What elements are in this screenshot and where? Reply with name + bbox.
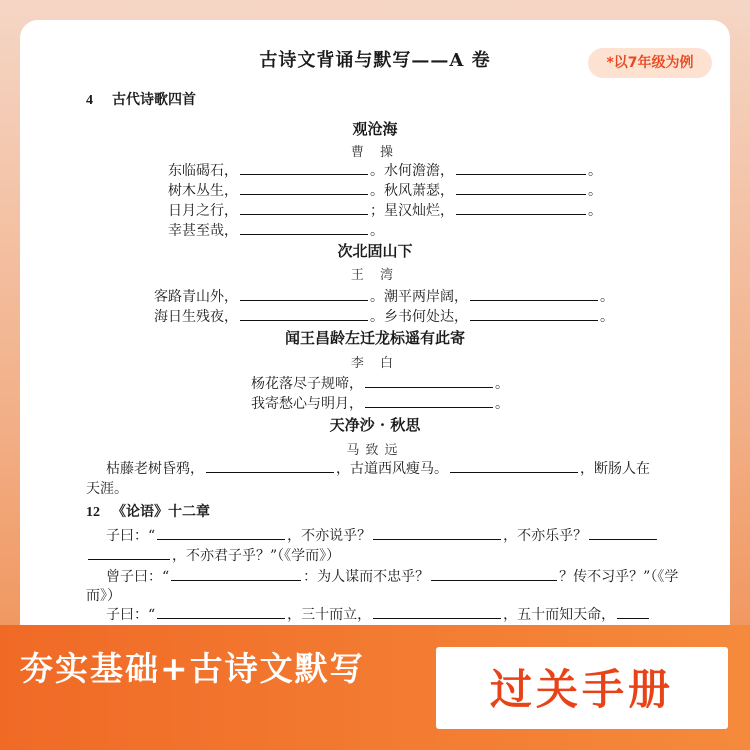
answer-blank[interactable] <box>206 461 334 473</box>
answer-blank[interactable] <box>240 183 368 195</box>
poem-line <box>154 286 614 306</box>
poem-line <box>86 478 128 498</box>
punctuation: 。 <box>588 163 602 179</box>
verse-prompt: ，不亦乐乎？ <box>503 528 588 544</box>
verse-prompt: ：为人谋而不忠乎？ <box>303 569 430 585</box>
verse-prompt: 曾子曰：“ <box>106 569 170 585</box>
poem-line <box>168 160 602 180</box>
poem-author: 曹 操 <box>350 145 400 160</box>
verse-prompt: ？传不习乎？”（《学 <box>559 569 679 585</box>
poem-author: 李 白 <box>350 356 400 371</box>
poem-line <box>168 200 602 220</box>
section-number: 12 <box>86 505 100 520</box>
verse-prompt: 枯藤老树昏鸦， <box>106 461 204 477</box>
answer-blank[interactable] <box>617 607 649 619</box>
section-title: 古代诗歌四首 <box>112 92 196 108</box>
verse-prompt: 。潮平两岸阔， <box>370 289 468 305</box>
punctuation: 。 <box>600 289 614 305</box>
analects-line <box>86 545 340 565</box>
answer-blank[interactable] <box>456 163 586 175</box>
poem-line <box>251 373 509 393</box>
answer-blank[interactable] <box>456 203 586 215</box>
verse-prompt: ；星汉灿烂， <box>370 203 454 219</box>
section-title: 《论语》十二章 <box>112 504 210 520</box>
poem-author: 王 湾 <box>350 268 400 283</box>
poem-title: 天净沙 · 秋思 <box>329 416 421 434</box>
verse-prompt: 天涯。 <box>86 481 128 497</box>
analects-line <box>86 585 121 605</box>
verse-prompt: ，断肠人在 <box>580 461 650 477</box>
punctuation: 。 <box>495 376 509 392</box>
answer-blank[interactable] <box>171 569 301 581</box>
answer-blank[interactable] <box>365 396 493 408</box>
verse-prompt: 子曰：“ <box>106 528 156 544</box>
answer-blank[interactable] <box>589 528 657 540</box>
answer-blank[interactable] <box>470 289 598 301</box>
poem-line <box>251 393 509 413</box>
section-number: 4 <box>86 93 93 108</box>
answer-blank[interactable] <box>373 607 501 619</box>
banner-slogan: 夯实基础+古诗文默写 <box>20 649 365 688</box>
punctuation: 。 <box>495 396 509 412</box>
verse-prompt: ，古道西风瘦马。 <box>336 461 448 477</box>
page-title: 古诗文背诵与默写——A 卷 <box>259 50 491 71</box>
answer-blank[interactable] <box>157 528 285 540</box>
verse-prompt: 。乡书何处达， <box>370 309 468 325</box>
answer-blank[interactable] <box>373 528 501 540</box>
analects-line <box>106 604 651 624</box>
answer-blank[interactable] <box>240 223 368 235</box>
poem-title: 闻王昌龄左迁龙标遥有此寄 <box>284 329 465 347</box>
answer-blank[interactable] <box>240 309 368 321</box>
verse-prompt: 子曰：“ <box>106 607 156 623</box>
verse-prompt: ，五十而知天命， <box>503 607 616 623</box>
analects-line <box>106 525 659 545</box>
answer-blank[interactable] <box>450 461 578 473</box>
verse-prompt: 客路青山外， <box>154 289 238 305</box>
poem-line <box>168 220 384 240</box>
poem-line <box>168 180 602 200</box>
answer-blank[interactable] <box>88 548 170 560</box>
verse-prompt: 树木丛生， <box>168 183 238 199</box>
answer-blank[interactable] <box>456 183 586 195</box>
poem-title: 观沧海 <box>352 120 398 138</box>
punctuation: 。 <box>600 309 614 325</box>
verse-prompt: ，不亦说乎？ <box>287 528 372 544</box>
banner-product-name: 过关手册 <box>489 665 674 714</box>
grade-example-badge: *以7年级为例 <box>588 48 712 78</box>
verse-prompt: 我寄愁心与明月， <box>251 396 363 412</box>
verse-prompt: 。水何澹澹， <box>370 163 454 179</box>
answer-blank[interactable] <box>240 163 368 175</box>
answer-blank[interactable] <box>157 607 285 619</box>
punctuation: 。 <box>588 203 602 219</box>
answer-blank[interactable] <box>240 203 368 215</box>
answer-blank[interactable] <box>470 309 598 321</box>
verse-prompt: ，不亦君子乎？”（《学而》） <box>172 548 341 564</box>
verse-prompt: 幸甚至哉， <box>168 223 238 239</box>
verse-prompt: ，三十而立， <box>287 607 372 623</box>
analects-line <box>106 566 678 586</box>
answer-blank[interactable] <box>431 569 557 581</box>
poem-author: 马致远 <box>346 443 404 458</box>
verse-prompt: 而》） <box>86 588 121 604</box>
section-heading <box>86 89 196 109</box>
poem-title: 次北固山下 <box>337 242 413 260</box>
poem-line <box>106 458 650 478</box>
verse-prompt: 日月之行， <box>168 203 238 219</box>
answer-blank[interactable] <box>365 376 493 388</box>
punctuation: 。 <box>370 223 384 239</box>
section-heading <box>86 501 210 521</box>
verse-prompt: 杨花落尽子规啼， <box>251 376 363 392</box>
verse-prompt: 。秋风萧瑟， <box>370 183 454 199</box>
punctuation: 。 <box>588 183 602 199</box>
answer-blank[interactable] <box>240 289 368 301</box>
poem-line <box>154 306 614 326</box>
verse-prompt: 海日生残夜， <box>154 309 238 325</box>
verse-prompt: 东临碣石， <box>168 163 238 179</box>
